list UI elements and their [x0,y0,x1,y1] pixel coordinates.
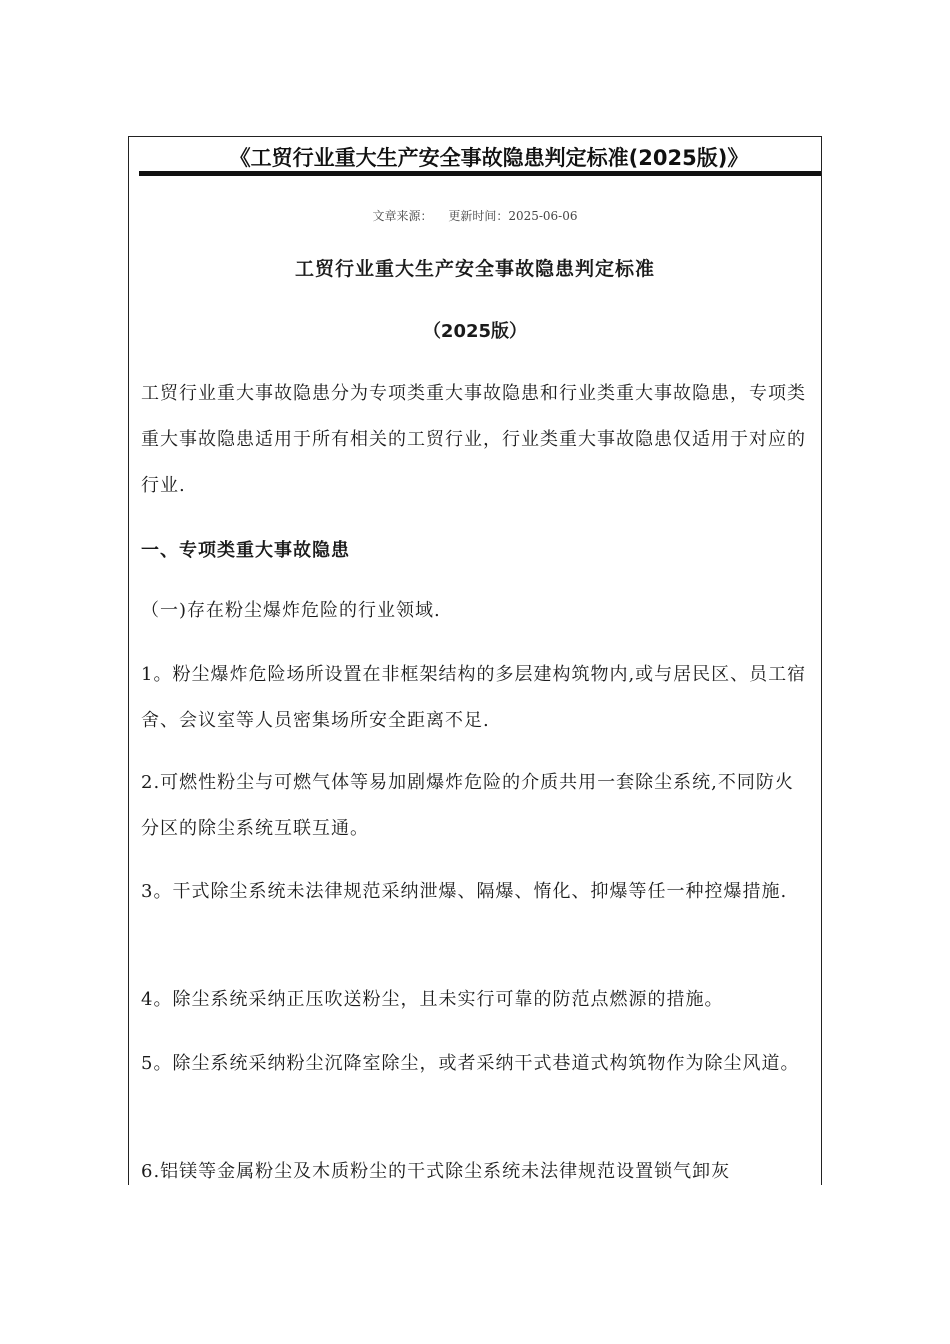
list-item: 3。干式除尘系统未法律规范采纳泄爆、隔爆、惰化、抑爆等任一种控爆措施. [141,881,788,902]
document-edition: （2025版） [422,321,528,342]
list-item: 1。粉尘爆炸危险场所设置在非框架结构的多层建构筑物内,或与居民区、员工宿舍、会议室等人员密集场所安全距离不足. [141,664,807,731]
list-item: 2.可燃性粉尘与可燃气体等易加剧爆炸危险的介质共用一套除尘系统,不同防火分区的除尘系统互联互通。 [141,772,794,839]
section-heading: 一、专项类重大事故隐患 [141,540,350,561]
source-label: 文章来源： [372,209,433,223]
update-time: 更新时间：2025-06-06 [448,209,578,223]
document-title: 工贸行业重大生产安全事故隐患判定标准 [294,258,655,280]
title-underline [139,171,822,176]
article-meta [129,207,821,224]
list-item: 6.铝镁等金属粉尘及木质粉尘的干式除尘系统未法律规范设置锁气卸灰 [141,1161,731,1182]
document-frame [128,136,822,1185]
list-item: 4。除尘系统采纳正压吹送粉尘，且未实行可靠的防范点燃源的措施。 [141,989,724,1010]
list-item: 5。除尘系统采纳粉尘沉降室除尘，或者采纳干式巷道式构筑物作为除尘风道。 [141,1053,800,1074]
intro-paragraph: 工贸行业重大事故隐患分为专项类重大事故隐患和行业类重大事故隐患，专项类重大事故隐患适用于所有相关的工贸行业，行业类重大事故隐患仅适用于对应的行业. [141,383,806,496]
page-title: 《工贸行业重大生产安全事故隐患判定标准(2025版)》 [229,146,749,170]
subsection-heading: （一)存在粉尘爆炸危险的行业领域. [141,600,441,621]
